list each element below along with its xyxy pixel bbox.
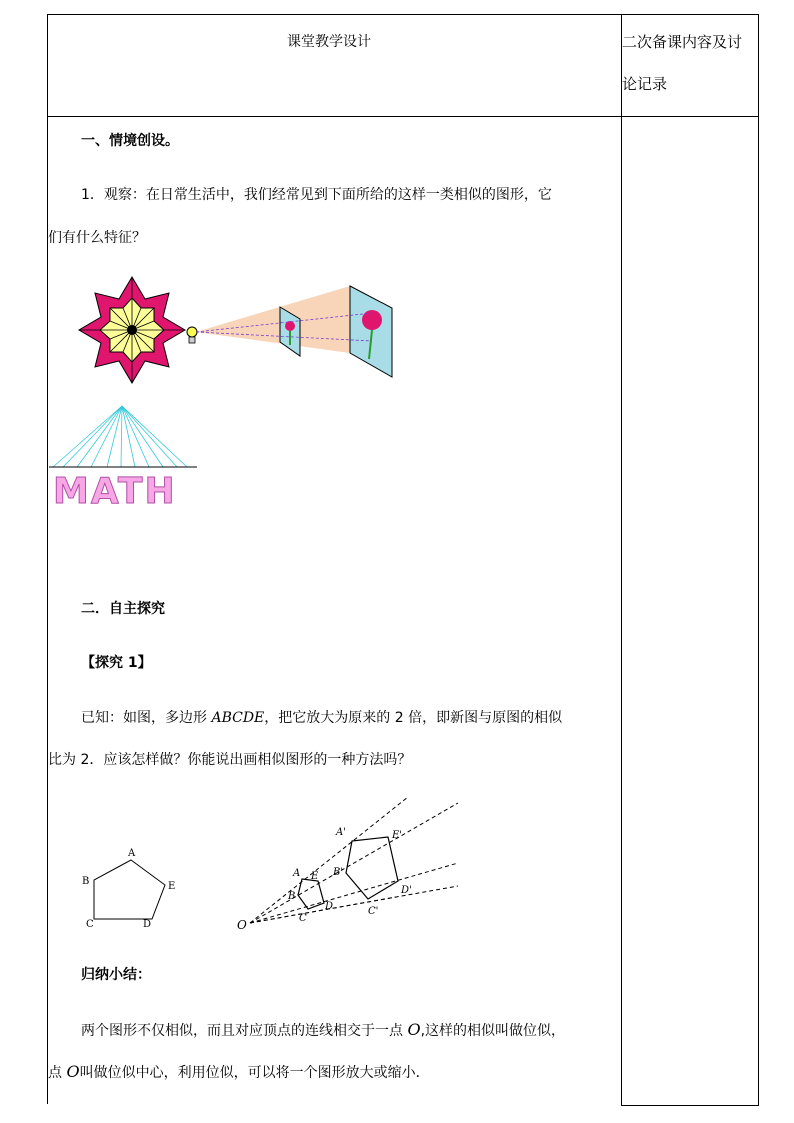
- label-O: O: [237, 918, 247, 932]
- table-header-divider: [47, 116, 759, 117]
- math-word: MATH: [53, 471, 177, 512]
- label-C-prime: C': [368, 906, 379, 917]
- side-header-line2: 论记录: [622, 75, 668, 93]
- explore-label: 【探究 1】: [81, 655, 152, 671]
- summary-text-b: ,这样的相似叫做位似，: [420, 1023, 566, 1039]
- label-B-small: B: [288, 891, 296, 902]
- pentagon-figure: [78, 845, 188, 935]
- summary-heading: 归纳小结：: [81, 967, 151, 983]
- light-bulb-icon: [187, 327, 197, 343]
- label-C: C: [86, 919, 94, 930]
- polygon-name: ABCDE: [211, 710, 265, 726]
- section1-heading: 一、情境创设。: [81, 133, 179, 149]
- explore-paragraph-line2: 比为 2．应该怎样做？你能说出画相似图形的一种方法吗？: [48, 752, 412, 768]
- table-column-divider: [621, 14, 622, 1106]
- para1-suffix: ，把它放大为原来的 2 倍，即新图与原图的相似: [264, 710, 563, 726]
- star-flower-image: [77, 275, 187, 385]
- table-border-top: [47, 14, 759, 15]
- label-E-small: E: [311, 871, 319, 882]
- label-A-prime: A': [336, 827, 346, 838]
- label-D-small: D: [325, 901, 334, 912]
- center-var: O: [407, 1020, 421, 1039]
- center-var-2: O: [66, 1062, 80, 1081]
- summary-text-a: 两个图形不仅相似，而且对应顶点的连线相交于一点: [81, 1023, 408, 1039]
- label-D: D: [143, 919, 152, 930]
- label-A: A: [128, 848, 136, 859]
- math-perspective-image: [49, 403, 199, 512]
- section1-paragraph-line1: 1．观察：在日常生活中，我们经常见到下面所给的这样一类相似的图形，它: [81, 187, 552, 203]
- label-B-prime: B': [333, 867, 344, 878]
- table-side-bottom: [621, 1105, 759, 1106]
- summary-line2: [48, 1062, 430, 1083]
- header-title: 课堂教学设计: [287, 34, 371, 50]
- para1-prefix: 已知：如图，多边形: [81, 710, 212, 726]
- homothety-figure: [232, 793, 462, 933]
- side-header-line1: 二次备课内容及讨: [622, 33, 743, 51]
- table-left-border: [47, 14, 48, 1104]
- explore-paragraph-line1: [81, 708, 562, 728]
- label-E: E: [168, 881, 176, 892]
- summary-text-d: 叫做位似中心，利用位似，可以将一个图形放大或缩小．: [79, 1065, 430, 1081]
- label-B: B: [82, 876, 90, 887]
- label-D-prime: D': [401, 885, 412, 896]
- summary-line1: [81, 1020, 565, 1041]
- summary-text-c: 点: [48, 1065, 67, 1081]
- projection-image: [182, 283, 397, 383]
- label-C-small: C: [299, 913, 307, 924]
- section1-paragraph-line2: 们有什么特征？: [48, 230, 146, 246]
- table-right-border: [758, 14, 759, 1106]
- label-E-prime: E': [392, 830, 403, 841]
- label-A-small: A: [293, 868, 301, 879]
- section2-heading: 二．自主探究: [81, 601, 165, 617]
